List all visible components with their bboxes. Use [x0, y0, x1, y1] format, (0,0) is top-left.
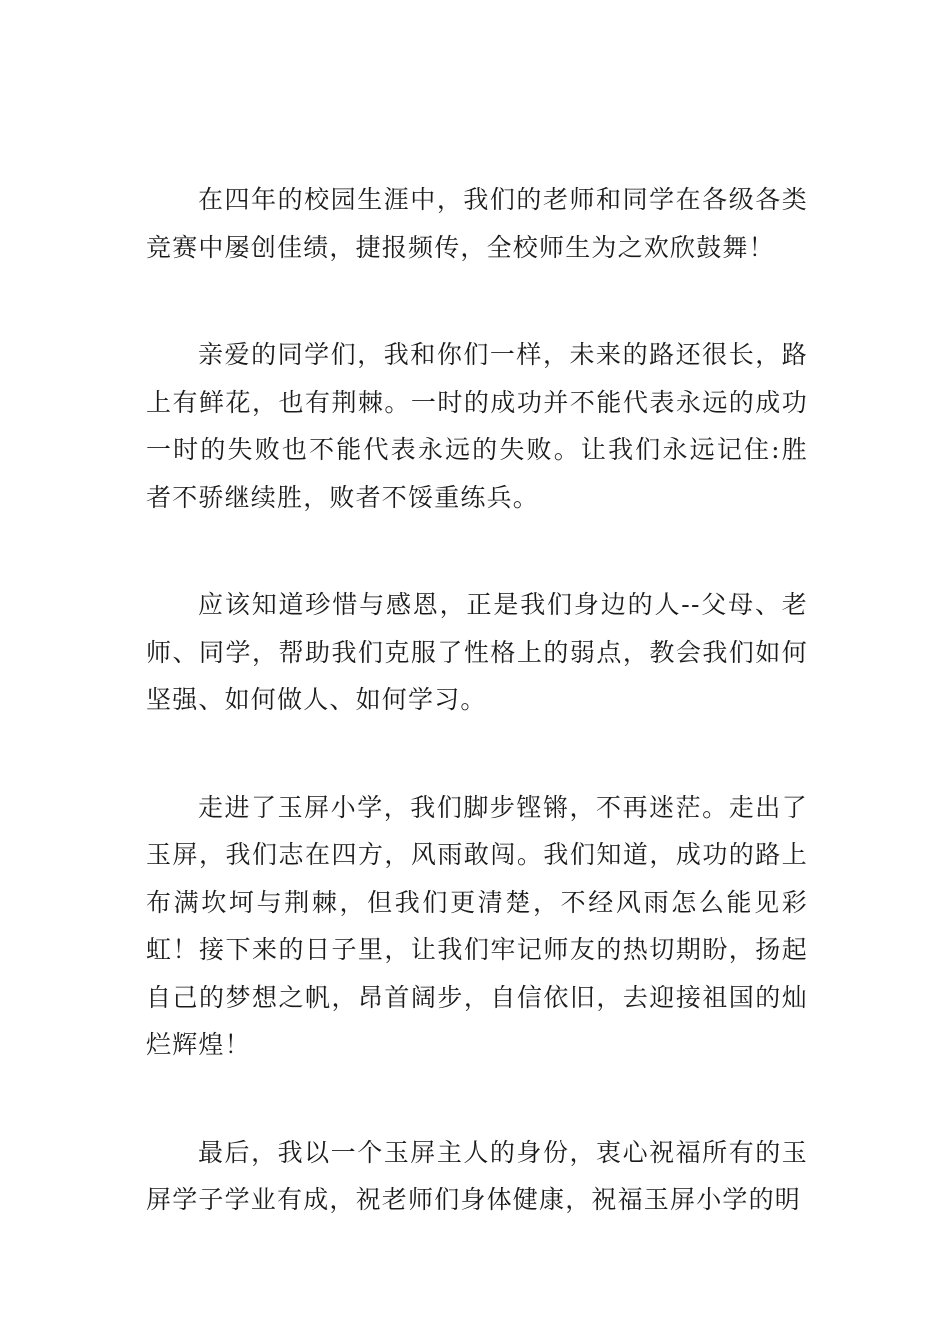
- paragraph-2: 亲爱的同学们，我和你们一样，未来的路还很长，路上有鲜花，也有荆棘。一时的成功并不能代表永远的成功一时的失败也不能代表永远的失败。让我们永远记住:胜者不骄继续胜，败者不馁重练兵。: [146, 340, 808, 512]
- paragraph-4: 走进了玉屏小学，我们脚步铿锵，不再迷茫。走出了玉屏，我们志在四方，风雨敢闯。我们知道，成功的路上布满坎坷与荆棘，但我们更清楚，不经风雨怎么能见彩虹！接下来的日子里，让我们牢记师友的热切期盼，扬起自己的梦想之帆，昂首阔步，自信依旧，去迎接祖国的灿烂辉煌！: [146, 792, 808, 1059]
- paragraph-3: 应该知道珍惜与感恩，正是我们身边的人--父母、老师、同学，帮助我们克服了性格上的弱点，教会我们如何坚强、如何做人、如何学习。: [146, 590, 808, 714]
- paragraph-1: 在四年的校园生涯中，我们的老师和同学在各级各类竞赛中屡创佳绩，捷报频传，全校师生为之欢欣鼓舞！: [146, 185, 808, 262]
- paragraph-5: 最后，我以一个玉屏主人的身份，衷心祝福所有的玉屏学子学业有成，祝老师们身体健康，祝福玉屏小学的明: [146, 1137, 808, 1214]
- document-body: [146, 176, 808, 1224]
